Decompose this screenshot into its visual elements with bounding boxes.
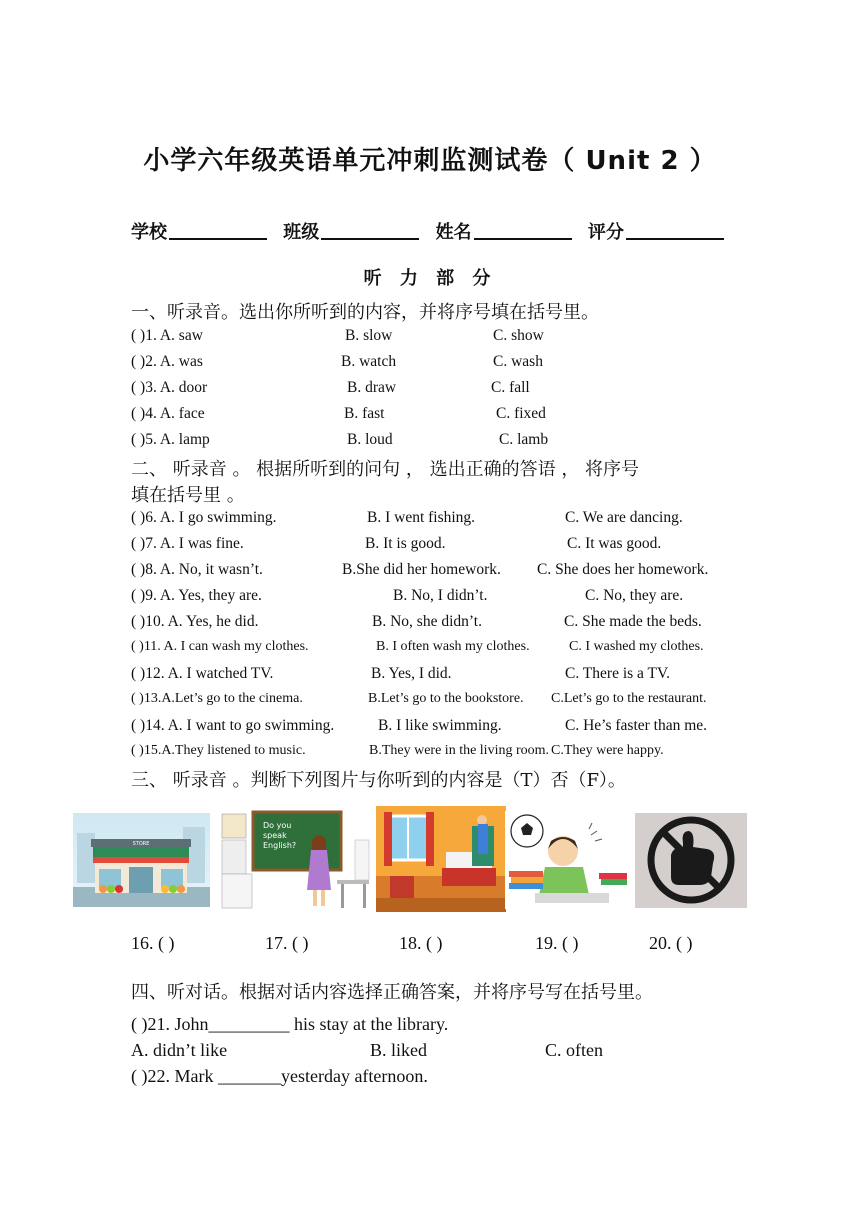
boy-studying-picture: [505, 811, 633, 909]
option-c: C. I washed my clothes.: [569, 639, 704, 654]
score-label: 评分: [587, 222, 624, 243]
boy-studying-illustration: [505, 811, 633, 909]
question-number: ( )7. A. I was fine.: [131, 535, 244, 552]
option-b: B.Let’s go to the bookstore.: [368, 691, 524, 706]
option-b: B. No, I didn’t.: [393, 587, 488, 604]
option-c: C. often: [545, 1040, 603, 1060]
student-info-line: [131, 218, 734, 244]
section1-question-row: [131, 431, 751, 453]
class-blank[interactable]: [321, 220, 419, 240]
bedroom-illustration: [376, 806, 506, 912]
question-number: ( )13.A.Let’s go to the cinema.: [131, 691, 303, 706]
question-number: ( )11. A. I can wash my clothes.: [131, 639, 309, 654]
option-c: C. lamb: [499, 431, 549, 448]
option-c: C.They were happy.: [551, 743, 664, 758]
store-illustration: [73, 813, 210, 907]
prohibition-sign-illustration: [635, 813, 747, 908]
option-b: B. I went fishing.: [367, 509, 476, 526]
board-text: Do you: [263, 821, 292, 830]
option-b: B. I like swimming.: [378, 717, 502, 734]
option-b: B. liked: [370, 1040, 427, 1060]
option-c: C. She made the beds.: [564, 613, 702, 630]
score-blank[interactable]: [626, 220, 724, 240]
question-number: ( )9. A. Yes, they are.: [131, 587, 262, 604]
option-c: C. He’s faster than me.: [565, 717, 708, 734]
name-blank[interactable]: [474, 220, 572, 240]
question-22: ( )22. Mark _______yesterday afternoon.: [131, 1066, 428, 1086]
store-sign: STORE: [132, 841, 150, 847]
question-number: ( )2. A. was: [131, 353, 203, 370]
option-b: B. watch: [341, 353, 397, 370]
question-number: ( )14. A. I want to go swimming.: [131, 717, 335, 734]
option-a: A. didn’t like: [131, 1040, 228, 1060]
section2-question-row: [131, 509, 751, 531]
page-title: 小学六年级英语单元冲刺监测试卷（ Unit 2 ）: [143, 146, 717, 176]
question-21: ( )21. John_________ his stay at the library.: [131, 1014, 449, 1034]
classroom-picture: [219, 810, 371, 910]
option-c: C. fall: [491, 379, 530, 396]
section2-question-row: [131, 535, 751, 557]
question-number: ( )10. A. Yes, he did.: [131, 613, 259, 630]
question-number: ( )8. A. No, it wasn’t.: [131, 561, 263, 578]
question-number: ( )5. A. lamp: [131, 431, 210, 448]
option-c: C.Let’s go to the restaurant.: [551, 691, 707, 706]
answer-16[interactable]: 16. ( ): [131, 933, 175, 953]
option-b: B.They were in the living room.: [369, 743, 550, 758]
answer-18[interactable]: 18. ( ): [399, 933, 443, 953]
class-label: 班级: [283, 222, 320, 243]
section2-question-row: [131, 717, 751, 739]
prohibition-sign-picture: [635, 813, 747, 908]
section2-question-row: [131, 665, 751, 687]
svg-text:speak: speak: [263, 831, 287, 840]
option-c: C. It was good.: [567, 535, 662, 552]
option-c: C. We are dancing.: [565, 509, 683, 526]
question-number: ( )3. A. door: [131, 379, 208, 396]
section2-question-row: [131, 613, 751, 635]
section3-heading: 三、 听录音 。判断下列图片与你听到的内容是（T）否（F）。: [131, 770, 626, 791]
svg-text:English?: English?: [263, 841, 297, 850]
section1-question-row: [131, 327, 751, 349]
option-c: C. fixed: [496, 405, 546, 422]
answer-20[interactable]: 20. ( ): [649, 933, 693, 953]
option-c: C. show: [493, 327, 544, 344]
option-b: B. Yes, I did.: [371, 665, 452, 682]
school-label: 学校: [131, 222, 167, 243]
part-title: 听 力 部 分: [363, 268, 497, 289]
question-number: ( )15.A.They listened to music.: [131, 743, 306, 758]
store-picture: [73, 813, 210, 907]
section4-heading: 四、听对话。根据对话内容选择正确答案，并将序号写在括号里。: [131, 982, 653, 1003]
section2-heading-line2: 填在括号里 。: [131, 485, 245, 506]
question-number: ( )4. A. face: [131, 405, 205, 422]
option-c: C. There is a TV.: [565, 665, 671, 682]
option-b: B. I often wash my clothes.: [376, 639, 530, 654]
section2-heading-line1: 二、 听录音 。 根据所听到的问句 ， 选出正确的答语 ， 将序号: [131, 459, 640, 480]
option-b: B. draw: [347, 379, 397, 396]
section1-question-row: [131, 353, 751, 375]
section1-heading: 一、听录音。选出你所听到的内容，并将序号填在括号里。: [131, 302, 599, 323]
section2-question-row: [131, 561, 751, 583]
option-b: B. loud: [347, 431, 393, 448]
section1-question-row: [131, 379, 751, 401]
section2-question-row: [131, 639, 751, 661]
section2-question-row: [131, 743, 751, 765]
question-21-options: [131, 1040, 731, 1064]
section2-question-row: [131, 691, 751, 713]
name-label: 姓名: [435, 222, 472, 243]
bedroom-picture: [376, 806, 506, 912]
question-number: ( )6. A. I go swimming.: [131, 509, 277, 526]
question-number: ( )12. A. I watched TV.: [131, 665, 274, 682]
option-c: C. No, they are.: [585, 587, 684, 604]
answer-17[interactable]: 17. ( ): [265, 933, 309, 953]
option-c: C. She does her homework.: [537, 561, 709, 578]
option-b: B. slow: [345, 327, 393, 344]
school-blank[interactable]: [169, 220, 267, 240]
question-number: ( )1. A. saw: [131, 327, 203, 344]
option-b: B.She did her homework.: [342, 561, 501, 578]
classroom-illustration: [219, 810, 371, 910]
option-b: B. It is good.: [365, 535, 446, 552]
section1-question-row: [131, 405, 751, 427]
option-c: C. wash: [493, 353, 543, 370]
answer-19[interactable]: 19. ( ): [535, 933, 579, 953]
option-b: B. fast: [344, 405, 385, 422]
option-b: B. No, she didn’t.: [372, 613, 482, 630]
section2-question-row: [131, 587, 751, 609]
